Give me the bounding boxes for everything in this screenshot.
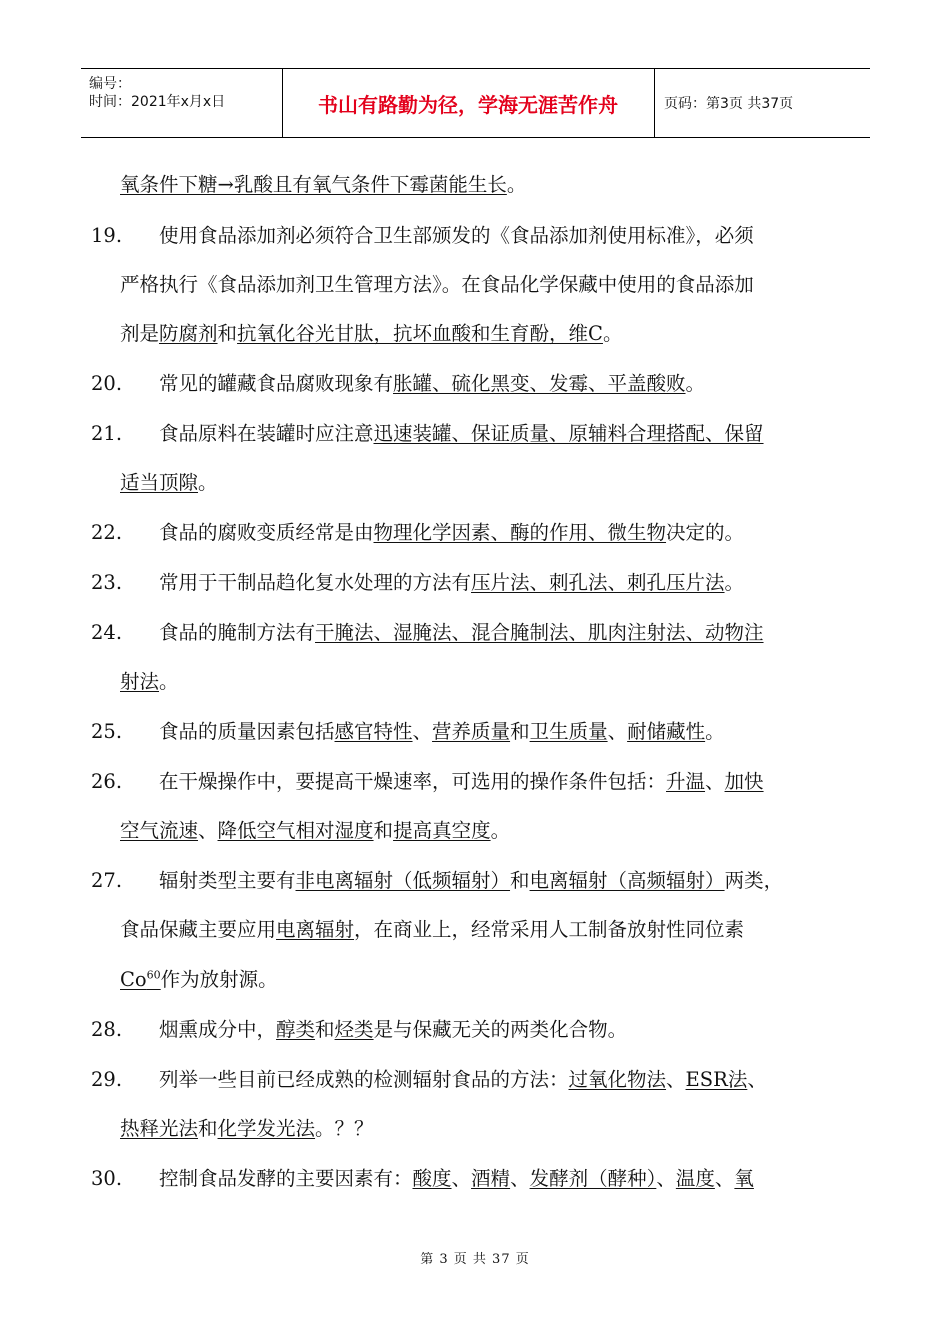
text: 辐射类型主要有	[159, 869, 296, 892]
answer: 酒精	[471, 1167, 511, 1190]
text: 。	[198, 471, 218, 494]
answer: 营养质量	[432, 720, 511, 743]
text: 在干燥操作中，要提高干燥速率，可选用的操作条件包括：	[159, 770, 667, 793]
answer: 迅速装罐、保证质量、原辅料合理搭配、保留	[373, 422, 764, 445]
text: 和	[198, 1117, 218, 1140]
text: 作为放射源。	[160, 968, 278, 991]
answer: 温度	[675, 1167, 715, 1190]
text: 两类，	[724, 869, 784, 892]
item-number: 21.	[91, 422, 123, 445]
answer: 抗氧化谷光甘肽，抗坏血酸和生育酚，维C	[237, 322, 603, 345]
text: 。	[724, 571, 745, 594]
text: 、	[607, 720, 628, 743]
answer	[120, 968, 161, 991]
text: 、	[714, 1167, 735, 1190]
text: 控制食品发酵的主要因素有：	[159, 1167, 413, 1190]
text-line	[159, 1167, 754, 1191]
answer: 防腐剂	[159, 322, 218, 345]
item-number: 20.	[91, 372, 123, 395]
answer: ESR法	[685, 1068, 748, 1091]
text: 。	[685, 372, 706, 395]
answer: 氧	[734, 1167, 754, 1190]
item-number: 29.	[91, 1068, 123, 1091]
text: 。？？	[315, 1117, 374, 1140]
text: 和	[510, 869, 530, 892]
text-line: 严格执行《食品添加剂卫生管理方法》。在食品化学保藏中使用的食品添加	[120, 273, 754, 296]
answer: 氧条件下糖→乳酸且有氧气条件下霉菌能生长	[120, 173, 507, 196]
text: 、	[412, 720, 433, 743]
text: 和	[315, 1018, 335, 1041]
header-page-info: 页码：第3页 共37页	[664, 96, 794, 112]
text-line	[120, 819, 510, 843]
answer: 空气流速	[120, 819, 199, 842]
date-label: 时间：2021年x月x日	[89, 94, 226, 110]
text: 剂是	[120, 322, 160, 345]
answer: 物理化学因素、酶的作用、微生物	[373, 521, 667, 544]
text-line	[159, 521, 744, 545]
answer: 胀罐、硫化黑变、发霉、平盖酸败	[393, 372, 686, 395]
answer: 过氧化物法	[568, 1068, 667, 1091]
item-number: 27.	[91, 869, 123, 892]
text-line: 使用食品添加剂必须符合卫生部颁发的《食品添加剂使用标准》，必须	[159, 224, 754, 247]
text: 、	[666, 1068, 686, 1091]
text: 和	[217, 322, 238, 345]
header-motto: 书山有路勤为径，学海无涯苦作舟	[282, 69, 655, 137]
answer: 适当顶隙	[120, 471, 199, 494]
text-line	[159, 869, 783, 893]
number-label: 编号：	[89, 76, 131, 92]
answer: 提高真空度	[393, 819, 491, 842]
text: 、	[510, 1167, 530, 1190]
text-line	[159, 770, 764, 794]
item-number: 19.	[91, 224, 123, 247]
text: 食品的腐败变质经常是由	[159, 521, 374, 544]
text-line	[159, 372, 705, 396]
text-line	[159, 422, 764, 446]
header-meta	[81, 69, 283, 137]
answer: 压片法、刺孔法、刺孔压片法	[471, 571, 725, 594]
text: 决定的。	[666, 521, 745, 544]
text: 和	[510, 720, 530, 743]
answer: 干腌法、湿腌法、混合腌制法、肌肉注射法、动物注	[315, 621, 764, 644]
text: 、	[451, 1167, 472, 1190]
text: 食品的质量因素包括	[159, 720, 335, 743]
superscript: 60	[146, 968, 161, 982]
text: 。	[159, 670, 179, 693]
text: 是与保藏无关的两类化合物。	[373, 1018, 628, 1041]
text-line	[159, 621, 764, 645]
text-line	[120, 968, 278, 992]
page-footer: 第 3 页 共 37 页	[420, 1252, 530, 1267]
answer: 化学发光法	[217, 1117, 316, 1140]
answer: 升温	[666, 770, 706, 793]
text-line	[159, 1068, 767, 1092]
text: 、	[198, 819, 218, 842]
item-number: 23.	[91, 571, 123, 594]
answer: 射法	[120, 670, 160, 693]
page-header	[81, 68, 870, 138]
text: Co	[120, 968, 147, 991]
text: 食品的腌制方法有	[159, 621, 316, 644]
answer: 降低空气相对湿度	[217, 819, 374, 842]
text: ，在商业上，经常采用人工制备放射性同位素	[354, 918, 745, 941]
text: 常用于干制品趋化复水处理的方法有	[159, 571, 472, 594]
text-line	[120, 173, 526, 197]
text-line	[120, 322, 622, 346]
item-number: 22.	[91, 521, 123, 544]
item-number: 25.	[91, 720, 123, 743]
item-number: 24.	[91, 621, 123, 644]
text: 。	[490, 819, 511, 842]
item-number: 26.	[91, 770, 123, 793]
text: 常见的罐藏食品腐败现象有	[159, 372, 394, 395]
text: 食品原料在装罐时应注意	[159, 422, 374, 445]
text: 。	[506, 173, 527, 196]
answer: 醇类	[276, 1018, 316, 1041]
text-line	[159, 571, 744, 595]
answer: 加快	[724, 770, 764, 793]
answer: 感官特性	[334, 720, 413, 743]
text: 和	[373, 819, 394, 842]
text: 列举一些目前已经成熟的检测辐射食品的方法：	[159, 1068, 569, 1091]
text: 。	[602, 322, 623, 345]
answer: 电离辐射（高频辐射）	[529, 869, 725, 892]
answer: 耐储藏性	[627, 720, 706, 743]
answer: 发酵剂（酵种）	[529, 1167, 657, 1190]
answer: 烃类	[334, 1018, 374, 1041]
text: 烟熏成分中，	[159, 1018, 277, 1041]
answer: 热释光法	[120, 1117, 199, 1140]
answer: 非电离辐射（低频辐射）	[295, 869, 511, 892]
text: 。	[705, 720, 725, 743]
text-line	[159, 1018, 627, 1042]
item-number: 30.	[91, 1167, 123, 1190]
text: 食品保藏主要应用	[120, 918, 277, 941]
text-line	[120, 471, 218, 495]
text: 、	[656, 1167, 676, 1190]
text-line	[120, 1117, 374, 1141]
text-line	[120, 918, 744, 942]
answer: 电离辐射	[276, 918, 355, 941]
text: 、	[705, 770, 725, 793]
text-line	[159, 720, 725, 744]
text: 、	[747, 1068, 767, 1091]
item-number: 28.	[91, 1018, 123, 1041]
answer: 酸度	[412, 1167, 452, 1190]
answer: 卫生质量	[529, 720, 608, 743]
text-line	[120, 670, 179, 694]
